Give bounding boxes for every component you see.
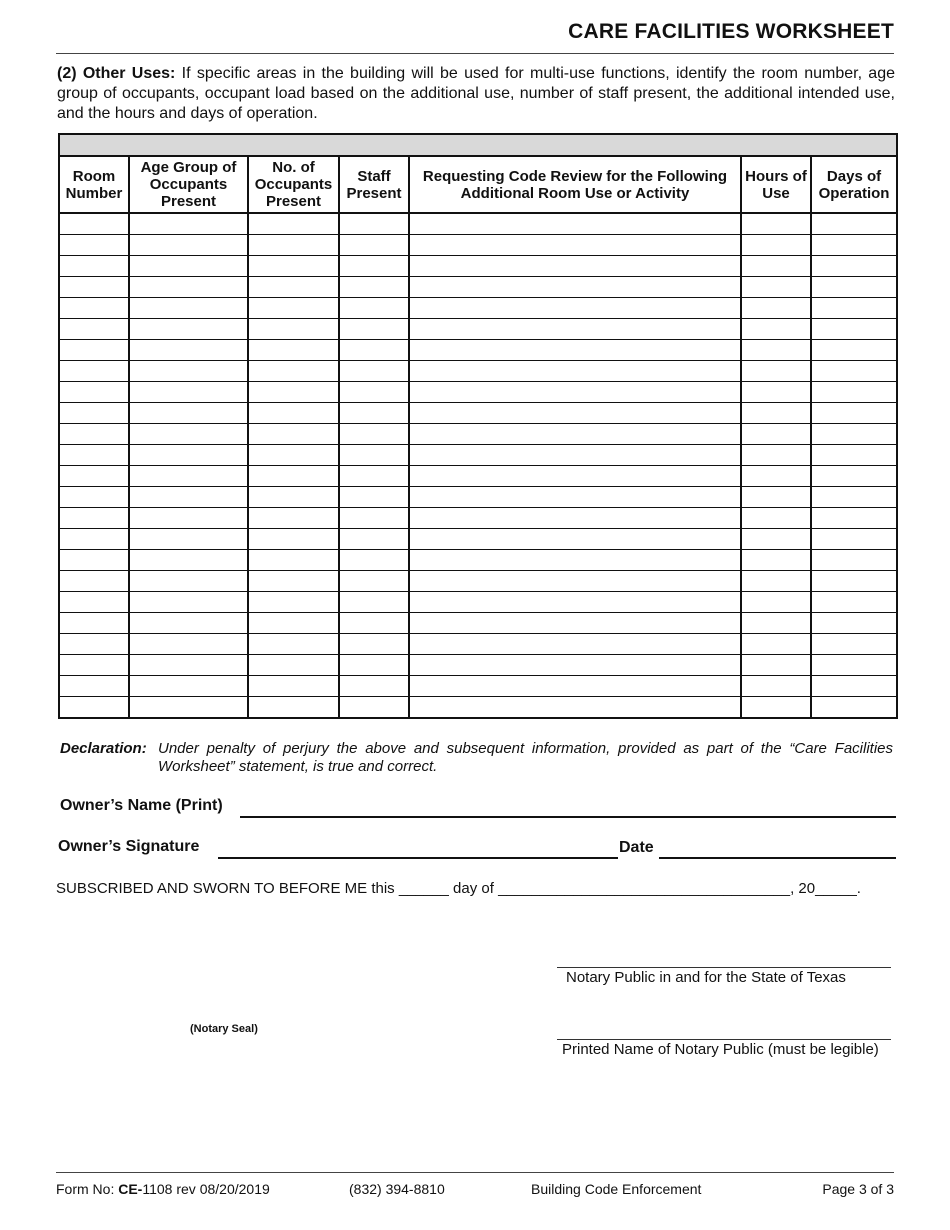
table-cell[interactable] — [811, 256, 897, 277]
table-cell[interactable] — [59, 340, 129, 361]
table-row — [59, 487, 897, 508]
table-cell[interactable] — [59, 213, 129, 235]
table-cell[interactable] — [248, 508, 339, 529]
table-cell[interactable] — [741, 424, 811, 445]
table-cell[interactable] — [409, 508, 741, 529]
table-cell[interactable] — [248, 655, 339, 676]
table-cell[interactable] — [339, 424, 409, 445]
table-cell[interactable] — [248, 256, 339, 277]
table-cell[interactable] — [741, 571, 811, 592]
table-cell[interactable] — [129, 697, 248, 719]
table-row — [59, 340, 897, 361]
table-cell[interactable] — [811, 613, 897, 634]
table-cell[interactable] — [248, 213, 339, 235]
table-header-band — [59, 134, 897, 156]
table-cell[interactable] — [409, 340, 741, 361]
table-cell[interactable] — [59, 697, 129, 719]
table-cell[interactable] — [59, 466, 129, 487]
table-cell[interactable] — [129, 382, 248, 403]
table-cell[interactable] — [811, 424, 897, 445]
table-cell[interactable] — [339, 655, 409, 676]
table-row — [59, 613, 897, 634]
table-cell[interactable] — [59, 403, 129, 424]
table-row — [59, 319, 897, 340]
footer-phone: (832) 394-8810 — [349, 1181, 445, 1197]
table-cell[interactable] — [741, 403, 811, 424]
table-cell[interactable] — [741, 277, 811, 298]
table-cell[interactable] — [248, 424, 339, 445]
table-cell[interactable] — [811, 466, 897, 487]
table-cell[interactable] — [129, 361, 248, 382]
table-cell[interactable] — [741, 634, 811, 655]
footer-page: Page 3 of 3 — [822, 1181, 894, 1197]
table-cell[interactable] — [409, 277, 741, 298]
table-cell[interactable] — [811, 298, 897, 319]
table-cell[interactable] — [59, 571, 129, 592]
table-row — [59, 256, 897, 277]
table-cell[interactable] — [248, 235, 339, 256]
table-cell[interactable] — [409, 466, 741, 487]
table-row — [59, 277, 897, 298]
table-cell[interactable] — [811, 213, 897, 235]
notary-printed-name-line[interactable] — [557, 1039, 891, 1040]
table-cell[interactable] — [59, 487, 129, 508]
table-cell[interactable] — [811, 235, 897, 256]
table-cell[interactable] — [129, 571, 248, 592]
table-cell[interactable] — [339, 319, 409, 340]
col-age-group: Age Group of Occupants Present — [129, 156, 248, 213]
table-cell[interactable] — [129, 466, 248, 487]
table-cell[interactable] — [811, 571, 897, 592]
table-cell[interactable] — [59, 424, 129, 445]
table-cell[interactable] — [59, 592, 129, 613]
table-cell[interactable] — [129, 424, 248, 445]
table-row — [59, 550, 897, 571]
table-cell[interactable] — [339, 213, 409, 235]
table-row — [59, 634, 897, 655]
table-cell[interactable] — [409, 655, 741, 676]
table-cell[interactable] — [811, 277, 897, 298]
table-row — [59, 676, 897, 697]
table-cell[interactable] — [59, 445, 129, 466]
table-row — [59, 697, 897, 719]
table-cell[interactable] — [59, 235, 129, 256]
table-row — [59, 466, 897, 487]
table-cell[interactable] — [339, 298, 409, 319]
table-cell[interactable] — [59, 256, 129, 277]
table-cell[interactable] — [741, 613, 811, 634]
col-requesting-review: Requesting Code Review for the Following Additional Room Use or Activity — [409, 156, 741, 213]
table-cell[interactable] — [339, 592, 409, 613]
table-cell[interactable] — [59, 550, 129, 571]
col-days-of-operation: Days of Operation — [811, 156, 897, 213]
table-cell[interactable] — [248, 298, 339, 319]
title-divider — [56, 53, 894, 54]
form-number — [56, 1181, 270, 1197]
table-cell[interactable] — [741, 550, 811, 571]
table-cell[interactable] — [129, 550, 248, 571]
table-cell[interactable] — [339, 361, 409, 382]
table-cell[interactable] — [409, 529, 741, 550]
table-cell[interactable] — [248, 361, 339, 382]
table-row — [59, 592, 897, 613]
table-row — [59, 424, 897, 445]
table-cell[interactable] — [129, 235, 248, 256]
table-cell[interactable] — [409, 361, 741, 382]
table-cell[interactable] — [248, 466, 339, 487]
table-cell[interactable] — [248, 550, 339, 571]
table-cell[interactable] — [248, 340, 339, 361]
date-line[interactable] — [659, 857, 896, 859]
table-cell[interactable] — [409, 403, 741, 424]
col-room-number: Room Number — [59, 156, 129, 213]
table-row — [59, 655, 897, 676]
table-cell[interactable] — [129, 487, 248, 508]
table-cell[interactable] — [339, 487, 409, 508]
table-cell[interactable] — [248, 403, 339, 424]
table-cell[interactable] — [339, 277, 409, 298]
table-cell[interactable] — [811, 340, 897, 361]
table-cell[interactable] — [811, 592, 897, 613]
table-cell[interactable] — [409, 571, 741, 592]
table-row — [59, 571, 897, 592]
table-cell[interactable] — [129, 298, 248, 319]
table-cell[interactable] — [741, 529, 811, 550]
page-title: CARE FACILITIES WORKSHEET — [568, 20, 894, 43]
table-cell[interactable] — [129, 634, 248, 655]
date-label: Date — [619, 839, 654, 856]
table-cell[interactable] — [129, 340, 248, 361]
notary-public-line[interactable] — [557, 967, 891, 968]
table-cell[interactable] — [741, 445, 811, 466]
table-cell[interactable] — [129, 613, 248, 634]
table-cell[interactable] — [811, 319, 897, 340]
table-cell[interactable] — [339, 403, 409, 424]
table-cell[interactable] — [129, 508, 248, 529]
table-cell[interactable] — [741, 466, 811, 487]
table-cell[interactable] — [339, 529, 409, 550]
notary-printed-name-label: Printed Name of Notary Public (must be legible) — [562, 1041, 879, 1058]
table-cell[interactable] — [248, 592, 339, 613]
owner-signature-line[interactable] — [218, 857, 618, 859]
table-row — [59, 213, 897, 235]
table-cell[interactable] — [59, 319, 129, 340]
table-cell[interactable] — [129, 213, 248, 235]
table-cell[interactable] — [741, 676, 811, 697]
table-cell[interactable] — [59, 655, 129, 676]
table-row — [59, 445, 897, 466]
table-cell[interactable] — [741, 697, 811, 719]
table-cell[interactable] — [409, 256, 741, 277]
table-cell[interactable] — [811, 529, 897, 550]
table-cell[interactable] — [59, 508, 129, 529]
table-cell[interactable] — [339, 445, 409, 466]
table-cell[interactable] — [741, 340, 811, 361]
table-cell[interactable] — [339, 235, 409, 256]
other-uses-text: If specific areas in the building will be used for multi-use functions, identify the room number, age group of occupants, occupant load based on the additional use, number of staff present, the additional intended use, and the hours and days of operation. — [57, 65, 895, 122]
table-cell[interactable] — [129, 256, 248, 277]
table-cell[interactable] — [741, 382, 811, 403]
table-cell[interactable] — [811, 508, 897, 529]
table-cell[interactable] — [339, 571, 409, 592]
table-cell[interactable] — [339, 466, 409, 487]
table-cell[interactable] — [339, 697, 409, 719]
footer-department: Building Code Enforcement — [531, 1181, 702, 1197]
table-row — [59, 361, 897, 382]
table-cell[interactable] — [248, 676, 339, 697]
table-cell[interactable] — [811, 361, 897, 382]
table-row — [59, 403, 897, 424]
table-cell[interactable] — [129, 655, 248, 676]
declaration-label: Declaration: — [60, 740, 147, 757]
table-cell[interactable] — [339, 676, 409, 697]
table-cell[interactable] — [811, 655, 897, 676]
table-cell[interactable] — [409, 298, 741, 319]
table-cell[interactable] — [409, 424, 741, 445]
table-cell[interactable] — [409, 613, 741, 634]
table-cell[interactable] — [129, 277, 248, 298]
table-cell[interactable] — [248, 529, 339, 550]
table-cell[interactable] — [129, 319, 248, 340]
table-cell[interactable] — [248, 634, 339, 655]
table-cell[interactable] — [59, 277, 129, 298]
table-cell[interactable] — [741, 592, 811, 613]
col-no-of-occupants: No. of Occupants Present — [248, 156, 339, 213]
form-code: CE- — [118, 1181, 143, 1197]
footer-divider — [56, 1172, 894, 1173]
table-cell[interactable] — [248, 571, 339, 592]
table-cell[interactable] — [129, 529, 248, 550]
sworn-statement: SUBSCRIBED AND SWORN TO BEFORE ME this ______ day of ___________________________________, 20_____. — [56, 880, 861, 897]
other-uses-table — [58, 133, 898, 719]
notary-public-label: Notary Public in and for the State of Texas — [566, 969, 846, 986]
owner-name-label: Owner’s Name (Print) — [60, 797, 223, 814]
table-cell[interactable] — [409, 235, 741, 256]
table-cell[interactable] — [741, 213, 811, 235]
table-cell[interactable] — [741, 256, 811, 277]
table-cell[interactable] — [248, 382, 339, 403]
notary-seal-label: (Notary Seal) — [190, 1023, 258, 1035]
table-cell[interactable] — [811, 697, 897, 719]
table-cell[interactable] — [741, 361, 811, 382]
table-cell[interactable] — [248, 445, 339, 466]
table-cell[interactable] — [741, 487, 811, 508]
table-cell[interactable] — [129, 445, 248, 466]
table-cell[interactable] — [409, 213, 741, 235]
col-hours-of-use: Hours of Use — [741, 156, 811, 213]
table-cell[interactable] — [129, 592, 248, 613]
table-cell[interactable] — [409, 487, 741, 508]
table-cell[interactable] — [811, 487, 897, 508]
table-cell[interactable] — [811, 550, 897, 571]
table-cell[interactable] — [741, 319, 811, 340]
table-cell[interactable] — [59, 382, 129, 403]
table-cell[interactable] — [59, 676, 129, 697]
table-row — [59, 529, 897, 550]
table-cell[interactable] — [811, 403, 897, 424]
col-staff-present: Staff Present — [339, 156, 409, 213]
table-row — [59, 235, 897, 256]
table-cell[interactable] — [129, 676, 248, 697]
table-cell[interactable] — [339, 613, 409, 634]
table-cell[interactable] — [811, 382, 897, 403]
table-cell[interactable] — [129, 403, 248, 424]
table-cell[interactable] — [59, 613, 129, 634]
table-cell[interactable] — [248, 697, 339, 719]
table-cell[interactable] — [59, 529, 129, 550]
table-cell[interactable] — [811, 676, 897, 697]
table-cell[interactable] — [59, 361, 129, 382]
table-cell[interactable] — [741, 508, 811, 529]
table-cell[interactable] — [339, 550, 409, 571]
owner-signature-label: Owner’s Signature — [58, 838, 200, 855]
table-row — [59, 508, 897, 529]
table-row — [59, 382, 897, 403]
table-cell[interactable] — [409, 676, 741, 697]
table-cell[interactable] — [409, 382, 741, 403]
table-cell[interactable] — [741, 235, 811, 256]
table-cell[interactable] — [409, 592, 741, 613]
table-cell[interactable] — [59, 298, 129, 319]
table-cell[interactable] — [248, 487, 339, 508]
table-cell[interactable] — [811, 634, 897, 655]
form-prefix: Form No: — [56, 1181, 119, 1197]
table-cell[interactable] — [811, 445, 897, 466]
table-cell[interactable] — [339, 382, 409, 403]
table-cell[interactable] — [741, 298, 811, 319]
declaration-text: Under penalty of perjury the above and subsequent information, provided as part of the “Care Facilities Worksheet” statement, is true and correct. — [158, 740, 893, 775]
table-cell[interactable] — [339, 508, 409, 529]
table-cell[interactable] — [248, 277, 339, 298]
table-cell[interactable] — [409, 634, 741, 655]
table-cell[interactable] — [248, 319, 339, 340]
form-rev: 1108 rev 08/20/2019 — [142, 1181, 270, 1197]
table-cell[interactable] — [409, 445, 741, 466]
table-cell[interactable] — [339, 340, 409, 361]
table-cell[interactable] — [409, 319, 741, 340]
table-cell[interactable] — [339, 634, 409, 655]
table-cell[interactable] — [409, 550, 741, 571]
table-row — [59, 298, 897, 319]
table-cell[interactable] — [741, 655, 811, 676]
owner-name-line[interactable] — [240, 816, 896, 818]
table-cell[interactable] — [409, 697, 741, 719]
table-cell[interactable] — [248, 613, 339, 634]
other-uses-instructions — [57, 64, 895, 124]
other-uses-label: (2) Other Uses: — [57, 65, 176, 82]
table-cell[interactable] — [339, 256, 409, 277]
table-cell[interactable] — [59, 634, 129, 655]
